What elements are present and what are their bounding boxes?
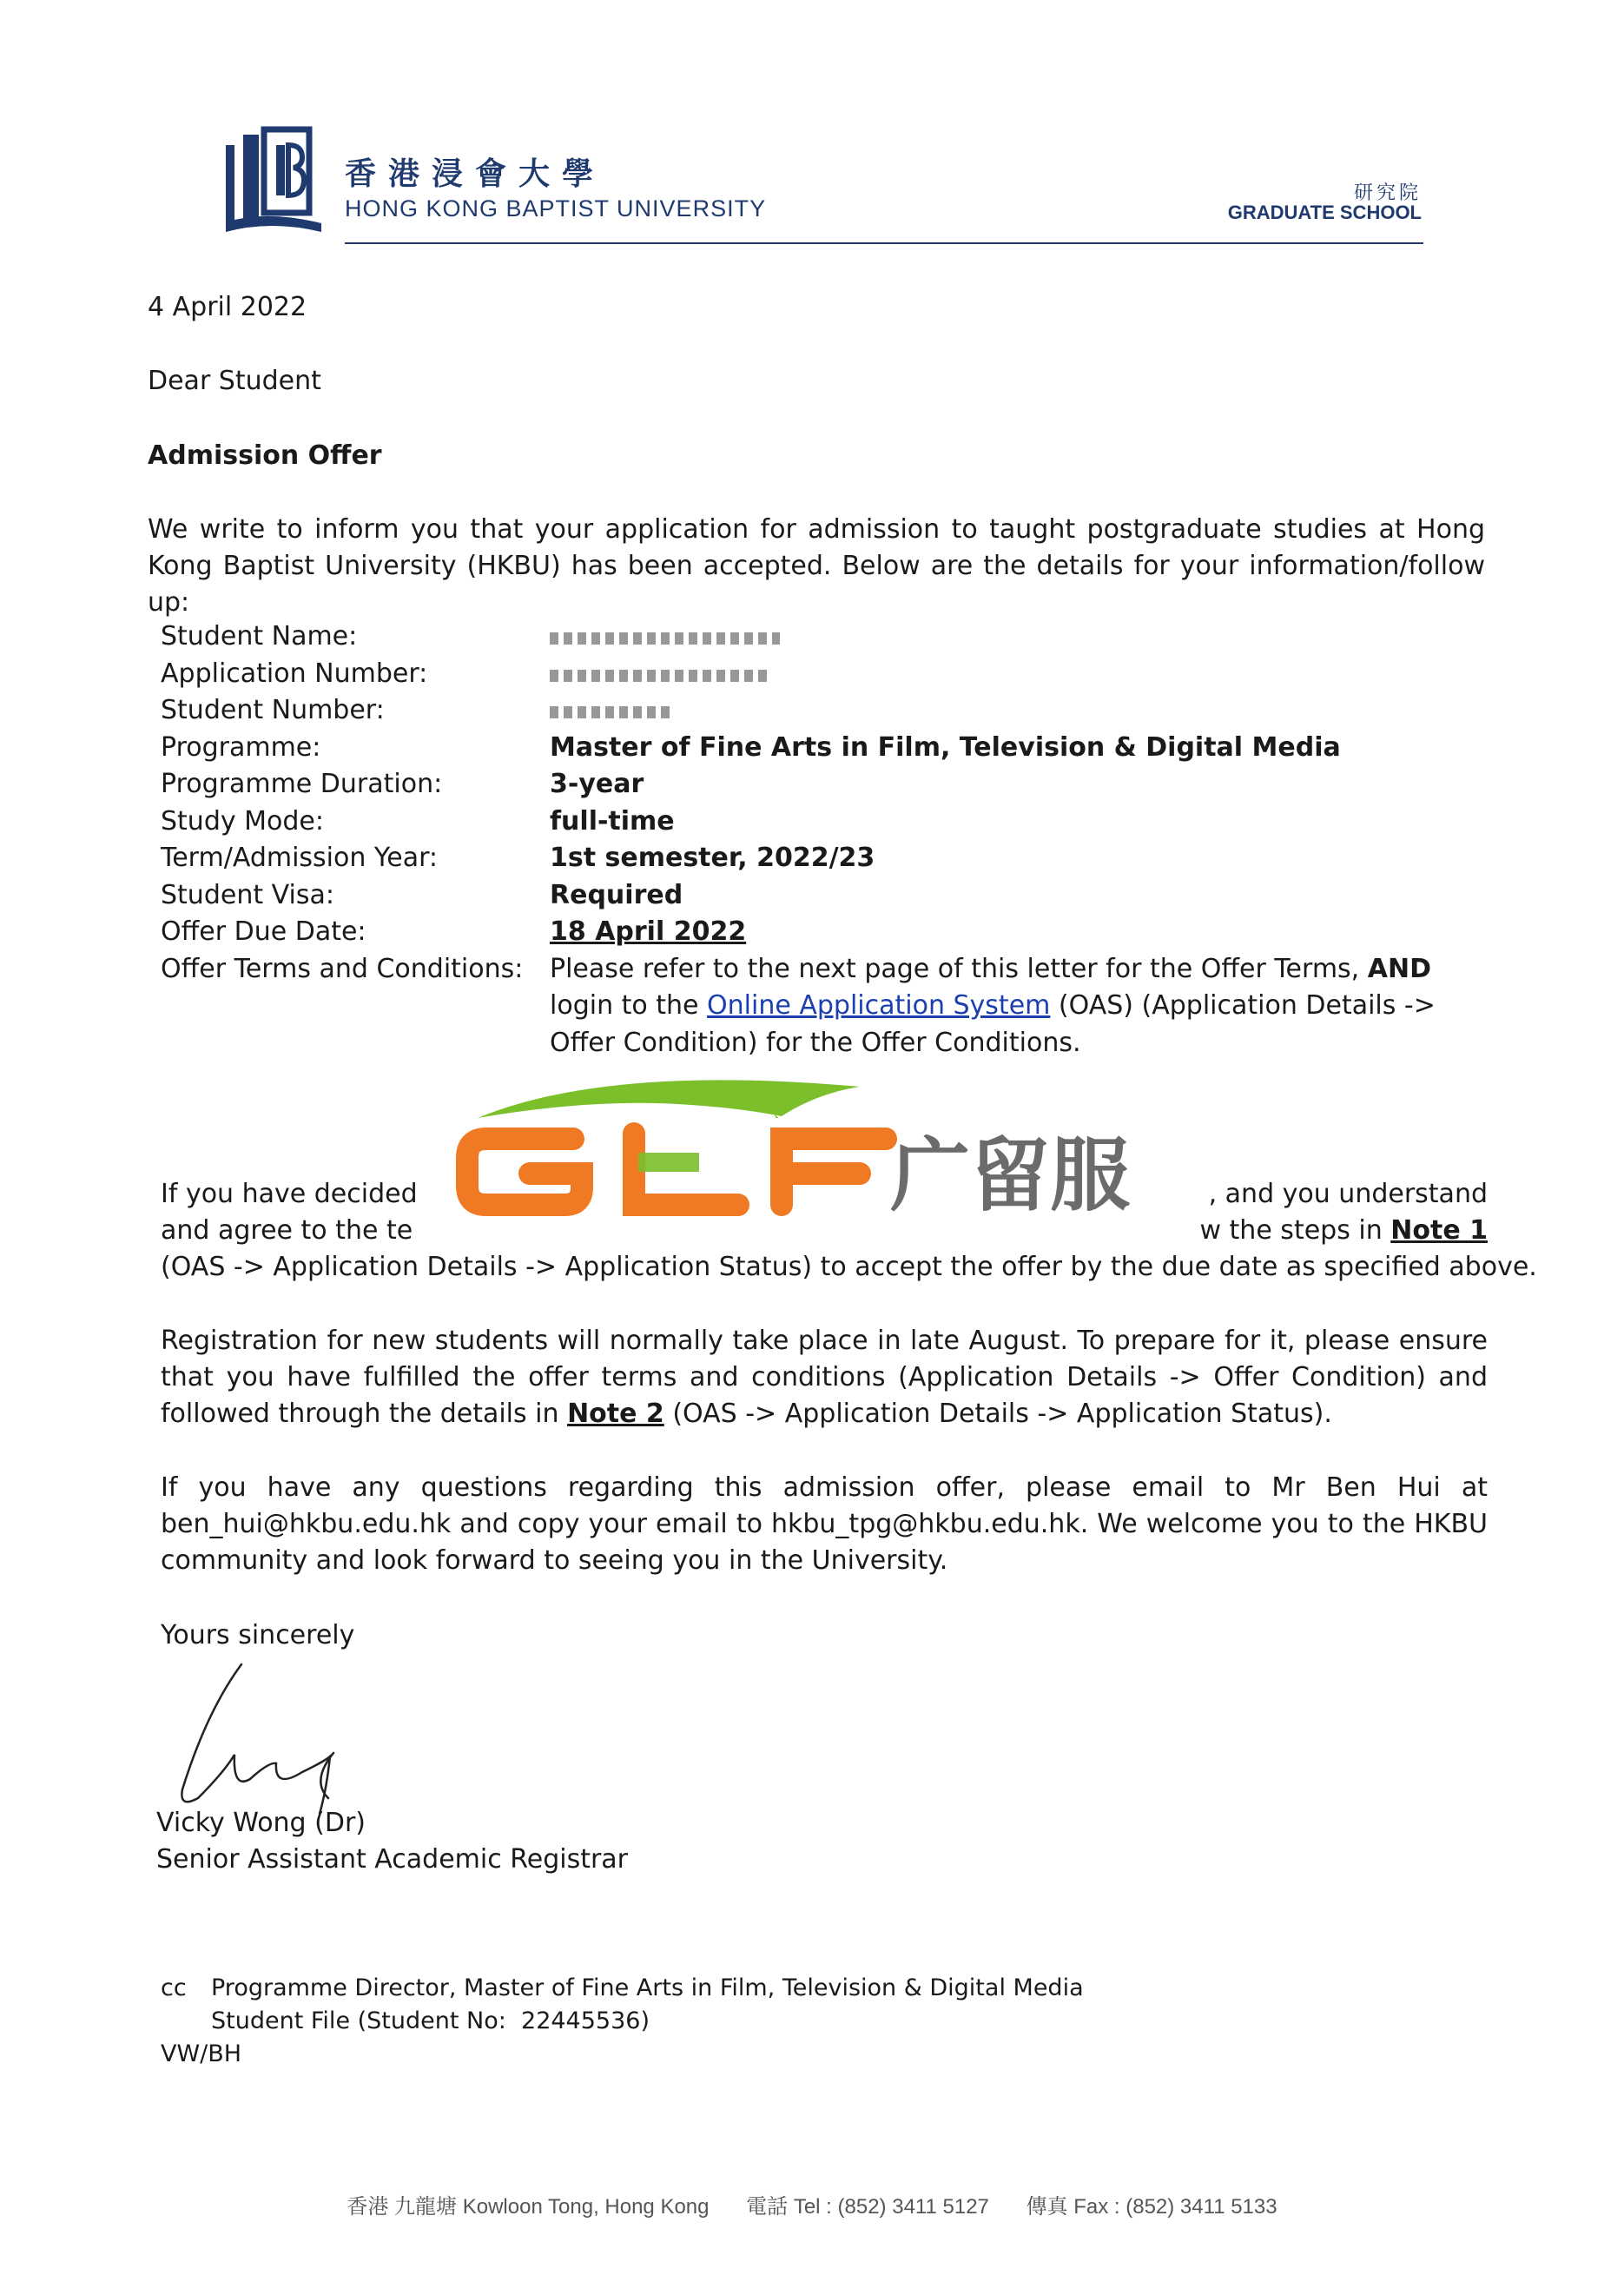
offer-terms-text: [550, 951, 1498, 1058]
letter-subject: Admission Offer: [148, 440, 382, 471]
cc-label: cc: [161, 1974, 187, 2001]
detail-row-study-mode: [161, 804, 1498, 841]
detail-label: Term/Admission Year:: [161, 843, 439, 873]
detail-label: Offer Due Date:: [161, 916, 366, 947]
detail-label: Student Name:: [161, 621, 358, 651]
letter-date: 4 April 2022: [148, 292, 307, 322]
detail-value: 1st semester, 2022/23: [550, 843, 875, 873]
university-name-chinese: 香港浸會大學: [345, 155, 606, 192]
closing: Yours sincerely: [161, 1620, 355, 1650]
letter-footer: [0, 2189, 1624, 2219]
accept-line2-text: w the steps in: [1199, 1215, 1391, 1246]
detail-row-programme: [161, 730, 1498, 767]
offer-terms-part-2: login to the: [550, 990, 708, 1021]
detail-row-offer-terms: [161, 951, 1498, 1058]
detail-row-application-number: [161, 656, 1498, 693]
offer-terms-part-3: (OAS) (Application Details -> Offer Condition) for the Offer Conditions.: [550, 990, 1436, 1058]
signature-icon: [172, 1659, 354, 1824]
header-divider: [345, 242, 1423, 244]
note-2-reference: Note 2: [567, 1399, 664, 1429]
detail-row-visa: [161, 877, 1498, 915]
signatory-name: Vicky Wong (Dr): [156, 1808, 366, 1838]
cc-line-1: Programme Director, Master of Fine Arts in Film, Television & Digital Media: [211, 1974, 1084, 2001]
accept-paragraph-line3: (OAS -> Application Details -> Application Status) to accept the offer by the due date as specified above.: [161, 1252, 1537, 1282]
detail-value: full-time: [550, 805, 675, 837]
cc-line-2: Student File (Student No: 22445536): [211, 2007, 650, 2034]
admission-details: [161, 618, 1498, 1058]
salutation: Dear Student: [148, 366, 321, 396]
detail-label: Programme Duration:: [161, 769, 443, 799]
detail-value: Required: [550, 879, 683, 910]
detail-label: Student Number:: [161, 695, 385, 725]
detail-label: Offer Terms and Conditions:: [161, 953, 524, 984]
footer-fax: 傳真 Fax : (852) 3411 5133: [1026, 2195, 1277, 2219]
detail-value: Master of Fine Arts in Film, Television & Digital Media: [550, 731, 1341, 763]
university-name-english: HONG KONG BAPTIST UNIVERSITY: [345, 195, 767, 222]
graduate-school-english: GRADUATE SCHOOL: [1227, 202, 1422, 223]
graduate-school-chinese: 研究院: [1353, 182, 1422, 204]
online-application-system-link[interactable]: Online Application System: [707, 990, 1051, 1021]
intro-paragraph: We write to inform you that your application for admission to taught postgraduate studies at Hong Kong Baptist University (HKBU) has been accepted. Below are the details for your information/follow up:: [148, 514, 1485, 618]
detail-label: Study Mode:: [161, 805, 324, 837]
glf-watermark-logo: [452, 1073, 1198, 1229]
questions-paragraph: If you have any questions regarding this admission offer, please email to Mr Ben Hui at ben_hui@hkbu.edu.hk and copy your email to hkbu_tpg@hkbu.edu.hk. We welcome you to the HKBU community and look forward to seeing you in the University.: [161, 1472, 1488, 1576]
detail-label: Programme:: [161, 731, 321, 763]
detail-row-duration: [161, 766, 1498, 804]
detail-row-student-name: [161, 618, 1498, 656]
registration-text: Registration for new students will normally take place in late August. To prepare for it, please ensure that you have fulfilled the offer terms and conditions (Application Details -> Offer Condition) and followed through the details in: [161, 1326, 1488, 1429]
footer-telephone: 電話 Tel : (852) 3411 5127: [746, 2195, 989, 2219]
detail-row-term: [161, 840, 1498, 877]
registration-text-end: (OAS -> Application Details -> Application Status).: [663, 1399, 1332, 1429]
watermark-chinese-text: 广留服: [890, 1129, 1131, 1222]
detail-label: Application Number:: [161, 658, 428, 689]
detail-value-redacted: [550, 656, 1498, 693]
detail-value: 3-year: [550, 769, 644, 799]
accept-paragraph-line2-end: [1199, 1213, 1488, 1249]
detail-row-student-number: [161, 692, 1498, 730]
footer-address: 香港 九龍塘 Kowloon Tong, Hong Kong: [347, 2195, 710, 2219]
accept-paragraph-start: If you have decided: [161, 1179, 418, 1209]
detail-label: Student Visa:: [161, 879, 334, 910]
hkbu-logo-icon: [219, 126, 327, 243]
accept-paragraph-fragment: , and you understand: [1208, 1179, 1488, 1209]
registration-paragraph: [161, 1323, 1488, 1432]
detail-value-redacted: [550, 692, 1498, 730]
detail-value-due-date: 18 April 2022: [550, 916, 747, 947]
offer-terms-and: AND: [1367, 953, 1431, 984]
cc-reference: VW/BH: [161, 2040, 242, 2067]
accept-paragraph-line2-start: and agree to the te: [161, 1215, 413, 1246]
detail-value-redacted: [550, 618, 1498, 656]
signatory-title: Senior Assistant Academic Registrar: [156, 1844, 629, 1875]
note-1-reference: Note 1: [1390, 1215, 1488, 1246]
offer-terms-part-1: Please refer to the next page of this letter for the Offer Terms,: [550, 953, 1368, 984]
detail-row-due-date: [161, 914, 1498, 951]
